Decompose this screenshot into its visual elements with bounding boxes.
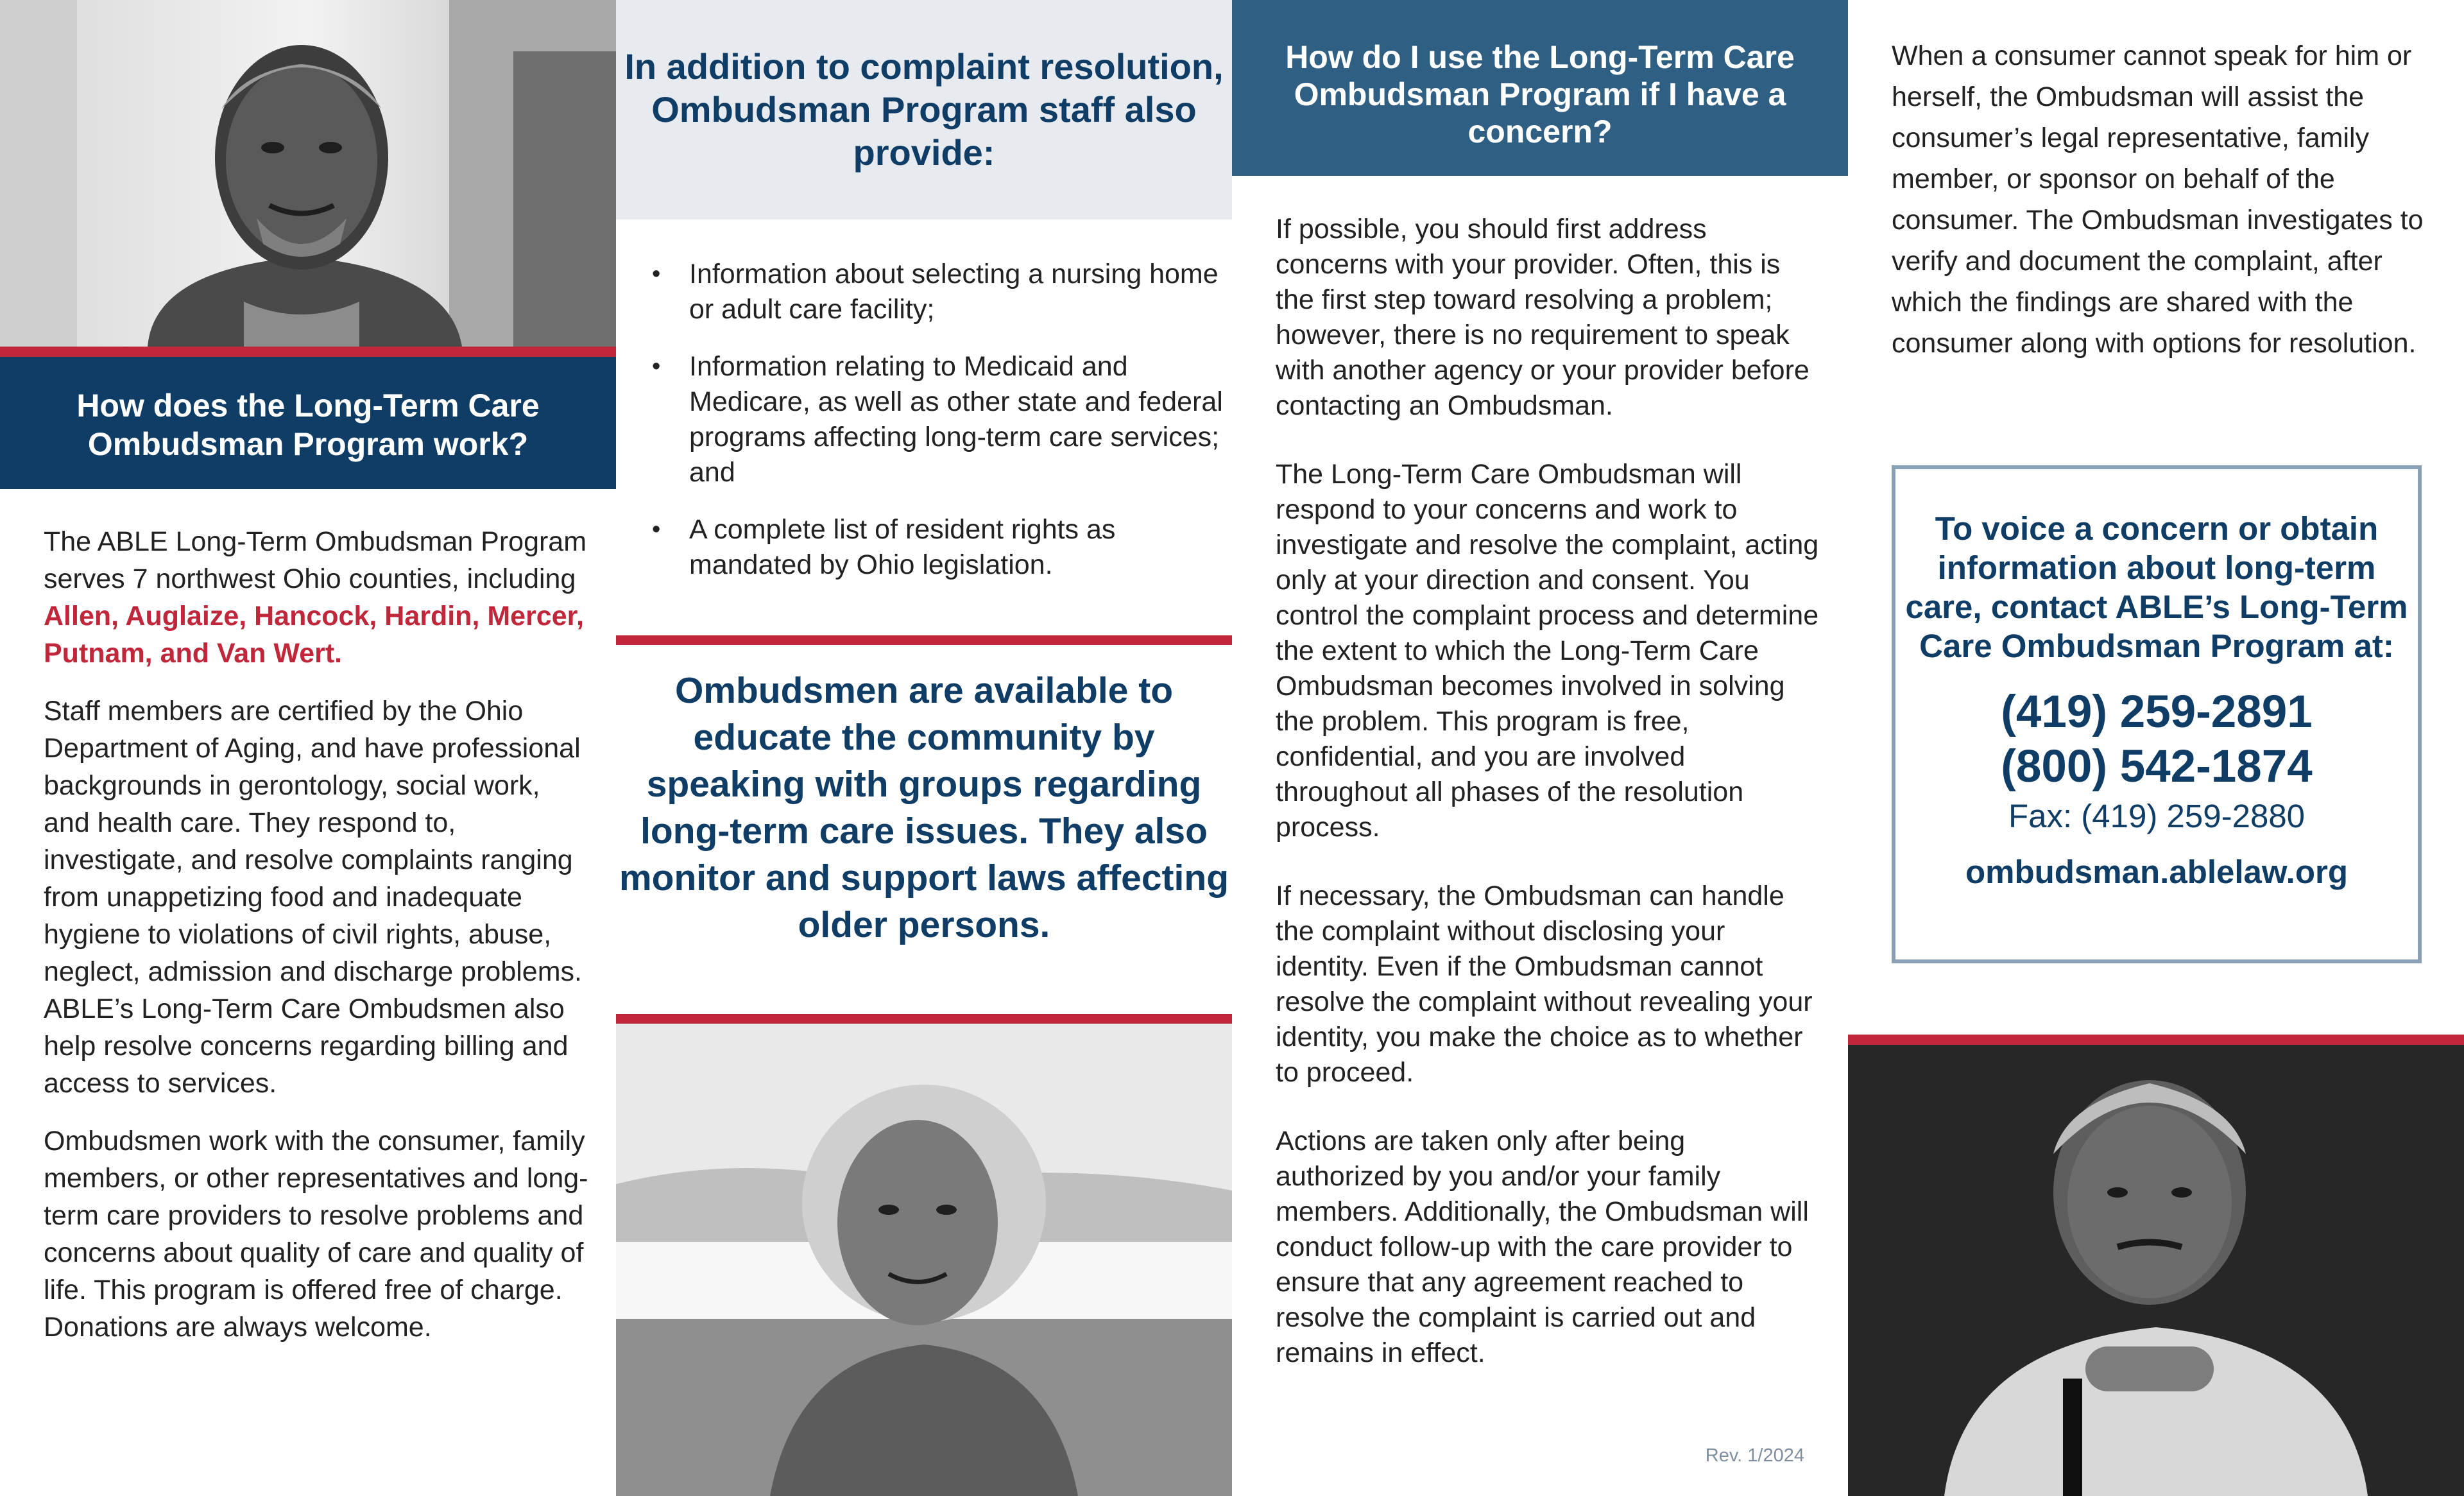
bullet-icon: • xyxy=(652,261,661,288)
paragraph: When a consumer cannot speak for him or herself, the Ombudsman will assist the consumer’s legal representative, family member, or sponsor on behalf of the consumer. The Ombudsman investigates to verify and document the complaint, after which the findings are shared with the consumer along with options for resolution. xyxy=(1892,40,2424,359)
body-text xyxy=(44,523,589,1366)
paragraph: The Long-Term Care Ombudsman will respond to your concerns and work to investigate and resolve the complaint, acting only at your direction and consent. You control the complaint process and determine the extent to which the Long-Term Care Ombudsman becomes involved in solving the problem. This program is free, confidential, and you are involved throughout all phases of the resolution process. xyxy=(1276,459,1819,843)
list-item xyxy=(652,512,1231,583)
list-item xyxy=(652,257,1231,327)
photo-older-man-resting-on-cane xyxy=(1848,1045,2464,1496)
revision-note: Rev. 1/2024 xyxy=(1705,1445,1804,1466)
red-divider xyxy=(1848,1035,2464,1045)
contact-box xyxy=(1892,465,2422,963)
phone-number[interactable]: (419) 259-2891 xyxy=(2001,687,2313,737)
services-heading-box xyxy=(616,0,1232,219)
paragraph: If possible, you should first address concerns with your provider. Often, this is the first step toward resolving a problem; however, there is no requirement to speak with another agency or your provider before contacting an Ombudsman. xyxy=(1276,214,1810,421)
red-divider xyxy=(616,635,1232,645)
callout-text: Ombudsmen are available to educate the community by speaking with groups regarding long-term care issues. They also monitor and support laws affecting older persons. xyxy=(619,670,1229,945)
red-divider xyxy=(0,347,616,357)
column-3 xyxy=(1232,0,1848,1496)
website-link[interactable]: ombudsman.ablelaw.org xyxy=(1965,854,2348,890)
services-list xyxy=(652,257,1223,605)
counties-highlight: Allen, Auglaize, Hancock, Hardin, Mercer, Putnam, and Van Wert. xyxy=(44,601,584,669)
column-1 xyxy=(0,0,616,1496)
photo-older-woman-smiling xyxy=(616,1024,1232,1496)
contact-lead: To voice a concern or obtain information about long-term care, contact ABLE’s Long-Term Care Ombudsman Program at: xyxy=(1905,510,2408,664)
paragraph xyxy=(44,523,589,672)
section-heading: How does the Long-Term Care Ombudsman Program work? xyxy=(0,357,616,489)
bullet-icon: • xyxy=(652,516,661,543)
paragraph: Staff members are certified by the Ohio Department of Aging, and have professional backgrounds in gerontology, social work, and health care. They respond to, investigate, and resolve complaints ranging from unappetizing food and inadequate hygiene to violations of civil rights, abuse, neglect, admission and discharge problems. ABLE’s Long-Term Care Ombudsmen also help resolve concerns regarding billing and access to services. xyxy=(44,696,582,1099)
list-item xyxy=(652,349,1231,490)
phone-number[interactable]: (800) 542-1874 xyxy=(2001,741,2313,792)
bullet-icon: • xyxy=(652,353,661,380)
list-item-text: A complete list of resident rights as mandated by Ohio legislation. xyxy=(689,514,1116,580)
body-text xyxy=(1892,35,2437,364)
photo-older-man-smiling xyxy=(0,0,616,347)
section-heading: In addition to complaint resolution, Ombudsman Program staff also provide: xyxy=(624,46,1224,173)
red-divider xyxy=(616,1014,1232,1024)
section-heading: How do I use the Long-Term Care Ombudsman Program if I have a concern? xyxy=(1232,0,1848,176)
column-2 xyxy=(616,0,1232,1496)
paragraph: Ombudsmen work with the consumer, family members, or other representatives and long-term care providers to resolve problems and concerns about quality of care and quality of life. This program is offered free of charge. Donations are always welcome. xyxy=(44,1126,588,1343)
list-item-text: Information relating to Medicaid and Medicare, as well as other state and federal programs affecting long-term care services; and xyxy=(689,351,1223,488)
column-4 xyxy=(1848,0,2464,1496)
list-item-text: Information about selecting a nursing home or adult care facility; xyxy=(689,259,1219,325)
paragraph: If necessary, the Ombudsman can handle the complaint without disclosing your identity. Even if the Ombudsman cannot resolve the complaint without revealing your identity, you make the choice as to whether to proceed. xyxy=(1276,881,1813,1088)
paragraph-text: The ABLE Long-Term Ombudsman Program serves 7 northwest Ohio counties, including xyxy=(44,526,587,594)
body-text xyxy=(1276,212,1821,1404)
paragraph: Actions are taken only after being authorized by you and/or your family members. Additionally, the Ombudsman will conduct follow-up with the care provider to ensure that any agreement reached to resolve the complaint is carried out and remains in effect. xyxy=(1276,1126,1809,1368)
fax-number: Fax: (419) 259-2880 xyxy=(2008,798,2306,834)
